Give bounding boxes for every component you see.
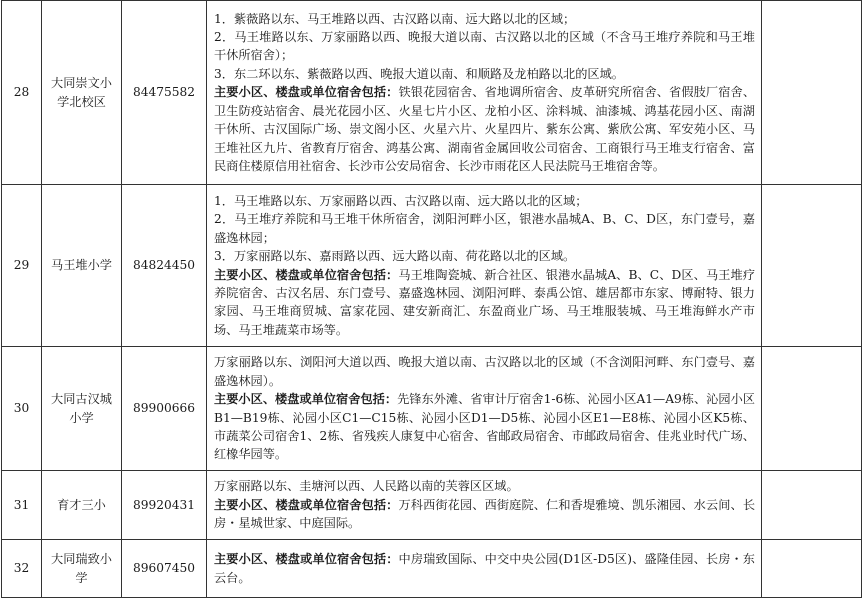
school-name: 大同瑞致小学 [42, 540, 122, 598]
remarks-cell [762, 185, 862, 347]
table-row [2, 1, 862, 185]
table-row [2, 185, 862, 347]
main-communities-label: 主要小区、楼盘或单位宿舍包括： [214, 552, 399, 567]
district-description [207, 471, 762, 540]
main-communities-label: 主要小区、楼盘或单位宿舍包括： [214, 392, 398, 407]
main-communities-text: 中房瑞致国际、中交中央公园(D1区-D5区)、盛隆佳园、长房・东云台。 [214, 552, 755, 585]
main-communities-text: 万科西街花园、西街庭院、仁和香堤雅境、凯乐湘园、水云间、长房・星城世家、中庭国际。 [214, 497, 756, 531]
table-row [2, 540, 862, 598]
remarks-cell [762, 1, 862, 185]
main-communities-text: 马王堆陶瓷城、新合社区、银港水晶城A、B、C、D区、马王堆疗养院宿舍、古汉名居、东门壹号、嘉盛逸林园、浏阳河畔、泰禹公馆、雄居都市东家、博耐特、银力家园、马王堆商贸城、富家花园、建安新商汇、东盈商业广场、马王堆服装城、马王堆海鲜水产市场、马王堆蔬菜市场等。 [214, 267, 756, 337]
district-description [207, 540, 762, 598]
district-area-line: 2．马王堆疗养院和马王堆干休所宿舍，浏阳河畔小区，银港水晶城A、B、C、D区，东门壹号，嘉盛逸林园； [214, 212, 755, 245]
phone-number: 89607450 [122, 540, 207, 598]
table-row [2, 347, 862, 471]
school-name: 马王堆小学 [42, 185, 122, 347]
row-number: 28 [2, 1, 42, 185]
main-communities [214, 496, 755, 533]
main-communities-label: 主要小区、楼盘或单位宿舍包括： [214, 267, 399, 282]
school-name: 大同古汉城小学 [42, 347, 122, 471]
phone-number: 84475582 [122, 1, 207, 185]
remarks-cell [762, 347, 862, 471]
main-communities-label: 主要小区、楼盘或单位宿舍包括： [214, 497, 399, 512]
main-communities [214, 83, 755, 175]
row-number: 30 [2, 347, 42, 471]
school-name: 育才三小 [42, 471, 122, 540]
main-communities-text: 铁银花园宿舍、省地调所宿舍、皮革研究所宿舍、省假肢厂宿舍、卫生防疫站宿舍、晨光花园小区、火星七片小区、龙柏小区、涂料城、油漆城、鸿基花园小区、南湖干休所、古汉国际广场、崇文阁小区、火星六片、火星四片、紫东公寓、紫欣公寓、军安苑小区、马王堆社区九片、省教育厅宿舍、鸿基公寓、湖南省金属回收公司宿舍、工商银行马王堆支行宿舍、富民商住楼原信用社宿舍、长沙市公安局宿舍、长沙市雨花区人民法院马王堆宿舍等。 [214, 85, 756, 173]
remarks-cell [762, 540, 862, 598]
school-name: 大同崇文小学北校区 [42, 1, 122, 185]
district-description [207, 185, 762, 347]
row-number: 32 [2, 540, 42, 598]
main-communities-label: 主要小区、楼盘或单位宿舍包括： [214, 85, 399, 100]
main-communities-text: 先锋东外滩、省审计厅宿舍1-6栋、沁园小区A1—A9栋、沁园小区B1—B19栋、沁园小区C1—C15栋、沁园小区D1—D5栋、沁园小区E1—E8栋、沁园小区K5栋、市蔬菜公司宿舍1、2栋、省残疾人康复中心宿舍、省邮政局宿舍、市邮政局宿舍、佳兆业时代广场、红橡华园等。 [214, 392, 755, 462]
remarks-cell [762, 471, 862, 540]
main-communities [214, 266, 755, 340]
district-description [207, 347, 762, 471]
table-row [2, 471, 862, 540]
main-communities [214, 550, 755, 587]
district-area-line: 3．万家丽路以东、嘉雨路以西、远大路以南、荷花路以北的区域。 [214, 249, 576, 264]
district-area-line: 1．马王堆路以东、万家丽路以西、古汉路以南、远大路以北的区域； [214, 193, 588, 208]
phone-number: 89920431 [122, 471, 207, 540]
phone-number: 84824450 [122, 185, 207, 347]
district-area-line: 2．马王堆路以东、万家丽路以西、晚报大道以南、古汉路以北的区域（不含马王堆疗养院和马王堆干休所宿舍）； [214, 30, 755, 63]
district-area-line: 万家丽路以东、圭塘河以西、人民路以南的芙蓉区区域。 [214, 479, 519, 494]
phone-number: 89900666 [122, 347, 207, 471]
main-communities [214, 390, 755, 464]
district-area-line: 3．东二环以东、紫薇路以西、晚报大道以南、和顺路及龙柏路以北的区域。 [214, 66, 624, 81]
district-description [207, 1, 762, 185]
row-number: 29 [2, 185, 42, 347]
district-area-line: 万家丽路以东、浏阳河大道以西、晚报大道以南、古汉路以北的区域（不含浏阳河畔、东门壹号、嘉盛逸林园）。 [214, 355, 755, 388]
district-area-line: 1．紫薇路以东、马王堆路以西、古汉路以南、远大路以北的区域； [214, 11, 576, 26]
school-district-table [1, 0, 862, 598]
row-number: 31 [2, 471, 42, 540]
